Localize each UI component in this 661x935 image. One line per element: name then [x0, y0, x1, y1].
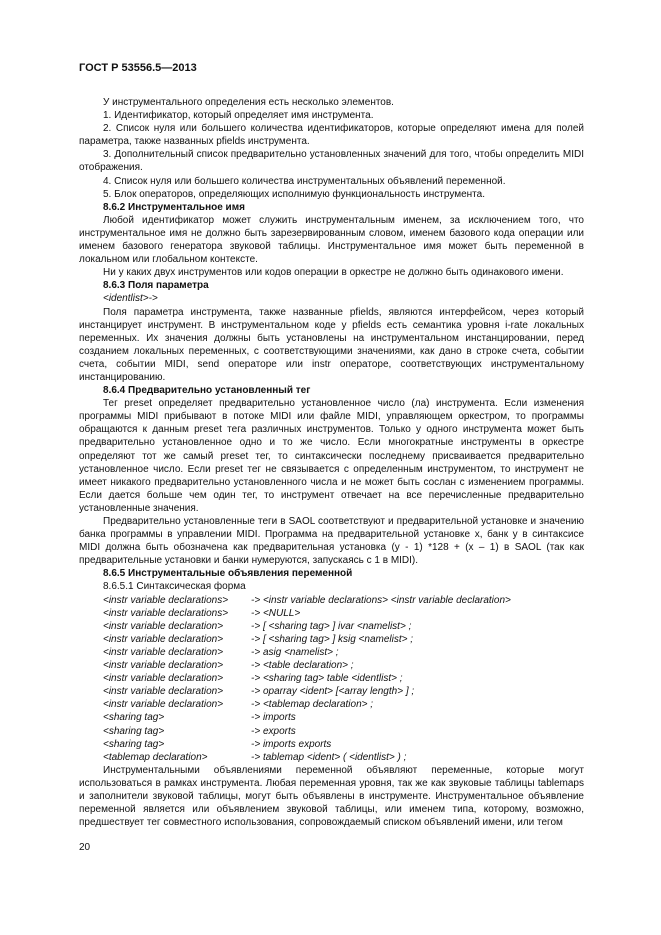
syntax-row — [79, 594, 584, 607]
paragraph: Любой идентификатор может служить инструментальным именем, за исключением того, что инструментальное имя не должно быть зарезервированным словом, именем базового кода операции или именем базового генератора звуковой таблицы. Инструментальное имя может быть переменной в локальном или глобальном контексте. — [79, 214, 584, 266]
syntax-rhs: -> [ <sharing tag> ] ksig <namelist> ; — [251, 633, 414, 645]
syntax-rhs: -> <NULL> — [251, 607, 301, 619]
paragraph: Поля параметра инструмента, также названные pfields, являются интерфейсом, через который инстанцирует инструмент. В инструментальном коде у pfields есть семантика уровня i-rate локальных переменных. Их значения должны быть установлены на инструментальном инстанцировании, перед созданием локальных переменных, с соответствующими значениями, как дано в строке счета, событии счета, событии MIDI, send операторе или instr операторе, соответствующих инструментальному инстанцированию. — [79, 306, 584, 383]
syntax-rhs: -> <table declaration> ; — [251, 660, 354, 672]
page-number: 20 — [79, 842, 91, 853]
subsection-heading: 8.6.5.1 Синтаксическая форма — [103, 581, 246, 593]
section-heading: 8.6.3 Поля параметра — [103, 280, 209, 292]
syntax-row — [79, 685, 584, 698]
syntax-block — [79, 594, 584, 764]
document-header: ГОСТ Р 53556.5—2013 — [79, 62, 197, 74]
syntax-row — [79, 659, 584, 672]
syntax-row — [79, 646, 584, 659]
syntax-rhs: -> oparray <ident> [<array length> ] ; — [251, 686, 415, 698]
syntax-lhs: <instr variable declaration> — [103, 699, 224, 711]
syntax-rhs: -> <instr variable declarations> <instr variable declaration> — [251, 594, 511, 606]
syntax-lhs: <instr variable declaration> — [103, 660, 224, 672]
syntax-rhs: -> [ <sharing tag> ] ivar <namelist> ; — [251, 620, 412, 632]
syntax-lhs: <sharing tag> — [103, 738, 165, 750]
syntax-lhs: <instr variable declaration> — [103, 673, 224, 685]
syntax-lhs: <instr variable declaration> — [103, 646, 224, 658]
syntax-rhs: -> tablemap <ident> ( <identlist> ) ; — [251, 751, 407, 763]
syntax-row — [79, 672, 584, 685]
syntax-lhs: <sharing tag> — [103, 725, 165, 737]
list-item: 2. Список нуля или большего количества идентификаторов, которые определяют имена для полей параметра, также названных pfields инструмента. — [79, 123, 584, 148]
section-heading: 8.6.4 Предварительно установленный тег — [103, 385, 311, 397]
paragraph: Инструментальными объявлениями переменной объявляют переменные, которые могут использоваться в рамках инструмента. Любая переменная уровня, так же как звуковые таблицы tablemaps и заполнители звуковой таблицы, могут быть объявлены в инструменте. Инструментальное объявление переменной является или объявлением звуковой таблицы, или именем типа, которому, возможно, предшествует тег совместного использования, сопровождаемый списком объявлений имени, или тегом — [79, 764, 584, 829]
syntax-row — [79, 711, 584, 724]
syntax-rhs: -> <sharing tag> table <identlist> ; — [251, 673, 403, 685]
list-item: 5. Блок операторов, определяющих исполнимую функциональность инструмента. — [103, 188, 485, 200]
paragraph: Тег preset определяет предварительно установленное число (ла) инструмента. Если изменения программы MIDI прибывают в потоке MIDI или файле MIDI, управляющем оркестром, то программы обращаются к данным preset тега различных инструментов. Только у одного инструмента может быть предварительно установленное одно и то же число. Если многократные инструменты в оркестре определяют тот же самый preset тег, то синтаксически последнему присваивается предварительно установленное число. Если preset тег не связывается с определенным инструментом, то инструмент не имеет никакого предварительно установленного числа и не может быть сослан с изменением программы. Если дается больше чем один тег, то инструмент отвечает на все перечисленные предварительно установленные значения. — [79, 398, 584, 514]
syntax-line: <identlist>-> — [103, 293, 158, 305]
syntax-row — [79, 620, 584, 633]
syntax-row — [79, 725, 584, 738]
syntax-lhs: <instr variable declaration> — [103, 633, 224, 645]
page-body — [79, 96, 584, 829]
syntax-lhs: <instr variable declaration> — [103, 620, 224, 632]
paragraph: У инструментального определения есть несколько элементов. — [103, 97, 394, 108]
syntax-rhs: -> <tablemap declaration> ; — [251, 699, 374, 711]
list-item: 4. Список нуля или большего количества инструментальных объявлений переменной. — [103, 175, 506, 187]
syntax-lhs: <instr variable declarations> — [103, 607, 229, 619]
syntax-row — [79, 738, 584, 751]
syntax-rhs: -> asig <namelist> ; — [251, 646, 339, 658]
syntax-row — [79, 607, 584, 620]
syntax-rhs: -> imports — [251, 712, 296, 724]
syntax-rhs: -> exports — [251, 725, 296, 737]
list-item: 1. Идентификатор, который определяет имя инструмента. — [103, 110, 374, 122]
syntax-row — [79, 698, 584, 711]
list-item: 3. Дополнительный список предварительно установленных значений для того, чтобы определить MIDI отображения. — [79, 149, 584, 174]
paragraph: Предварительно установленные теги в SAOL соответствуют и предварительной установке и значению банка программы в управлении MIDI. Программа на предварительной установке x, банк y в синтаксисе MIDI должна быть обозначена как предварительная установка (y - 1) *128 + (x – 1) в SAOL (так как предварительные установки и банки нумеруются, запускаясь с 1 в MIDI). — [79, 516, 584, 567]
syntax-row — [79, 633, 584, 646]
syntax-rhs: -> imports exports — [251, 738, 332, 750]
syntax-row — [79, 751, 584, 764]
syntax-lhs: <tablemap declaration> — [103, 751, 208, 763]
paragraph: Ни у каких двух инструментов или кодов операции в оркестре не должно быть одинакового имени. — [103, 267, 564, 279]
section-heading: 8.6.5 Инструментальные объявления переменной — [103, 568, 353, 580]
syntax-lhs: <instr variable declaration> — [103, 686, 224, 698]
section-heading: 8.6.2 Инструментальное имя — [103, 201, 245, 213]
syntax-lhs: <instr variable declarations> — [103, 594, 229, 606]
syntax-lhs: <sharing tag> — [103, 712, 165, 724]
